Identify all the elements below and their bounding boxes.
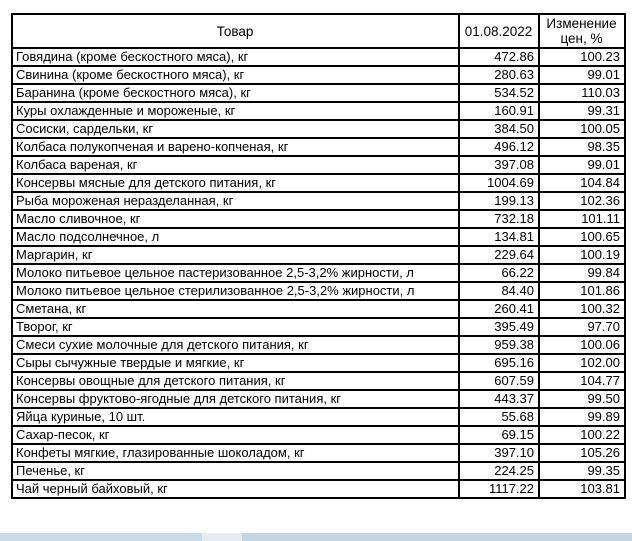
price-change-cell: 100.05 xyxy=(539,120,625,138)
price-change-cell: 104.84 xyxy=(539,174,625,192)
strip-segment xyxy=(242,533,632,541)
product-cell: Творог, кг xyxy=(12,318,459,336)
price-change-cell: 101.86 xyxy=(539,282,625,300)
table-row xyxy=(12,138,625,156)
strip-segment xyxy=(202,533,242,541)
price-cell: 732.18 xyxy=(459,210,539,228)
price-change-cell: 100.22 xyxy=(539,426,625,444)
table-row xyxy=(12,354,625,372)
table-row xyxy=(12,372,625,390)
table-row xyxy=(12,462,625,480)
product-cell: Баранина (кроме бескостного мяса), кг xyxy=(12,84,459,102)
product-cell: Сахар-песок, кг xyxy=(12,426,459,444)
product-cell: Консервы фруктово-ягодные для детского питания, кг xyxy=(12,390,459,408)
price-cell: 959.38 xyxy=(459,336,539,354)
price-change-cell: 99.35 xyxy=(539,462,625,480)
price-cell: 472.86 xyxy=(459,48,539,66)
strip-segment xyxy=(0,533,202,541)
price-change-cell: 99.01 xyxy=(539,156,625,174)
product-cell: Масло сливочное, кг xyxy=(12,210,459,228)
price-change-cell: 99.31 xyxy=(539,102,625,120)
price-cell: 55.68 xyxy=(459,408,539,426)
table-row xyxy=(12,300,625,318)
table-row xyxy=(12,426,625,444)
table-row xyxy=(12,444,625,462)
price-change-cell: 105.26 xyxy=(539,444,625,462)
price-change-cell: 98.35 xyxy=(539,138,625,156)
product-cell: Говядина (кроме бескостного мяса), кг xyxy=(12,48,459,66)
price-change-cell: 99.50 xyxy=(539,390,625,408)
price-cell: 66.22 xyxy=(459,264,539,282)
price-cell: 1117.22 xyxy=(459,480,539,498)
price-cell: 1004.69 xyxy=(459,174,539,192)
price-cell: 395.49 xyxy=(459,318,539,336)
product-cell: Консервы мясные для детского питания, кг xyxy=(12,174,459,192)
price-cell: 397.10 xyxy=(459,444,539,462)
price-cell: 69.15 xyxy=(459,426,539,444)
price-change-cell: 97.70 xyxy=(539,318,625,336)
product-cell: Молоко питьевое цельное пастеризованное 2,5-3,2% жирности, л xyxy=(12,264,459,282)
header-date: 01.08.2022 xyxy=(459,14,539,48)
product-cell: Яйца куриные, 10 шт. xyxy=(12,408,459,426)
price-cell: 199.13 xyxy=(459,192,539,210)
price-cell: 397.08 xyxy=(459,156,539,174)
price-cell: 280.63 xyxy=(459,66,539,84)
price-cell: 607.59 xyxy=(459,372,539,390)
table-row xyxy=(12,66,625,84)
product-cell: Масло подсолнечное, л xyxy=(12,228,459,246)
price-cell: 224.25 xyxy=(459,462,539,480)
table-row xyxy=(12,210,625,228)
table-row xyxy=(12,390,625,408)
price-change-cell: 103.81 xyxy=(539,480,625,498)
product-cell: Рыба мороженая неразделанная, кг xyxy=(12,192,459,210)
product-cell: Смеси сухие молочные для детского питания, кг xyxy=(12,336,459,354)
price-change-cell: 99.89 xyxy=(539,408,625,426)
product-cell: Сосиски, сардельки, кг xyxy=(12,120,459,138)
product-cell: Колбаса вареная, кг xyxy=(12,156,459,174)
table-row xyxy=(12,174,625,192)
product-cell: Колбаса полукопченая и варено-копченая, кг xyxy=(12,138,459,156)
product-cell: Молоко питьевое цельное стерилизованное 2,5-3,2% жирности, л xyxy=(12,282,459,300)
price-cell: 84.40 xyxy=(459,282,539,300)
header-price-change-line1: Изменение xyxy=(546,16,617,31)
price-change-cell: 100.65 xyxy=(539,228,625,246)
food-prices-table xyxy=(11,13,626,499)
product-cell: Сметана, кг xyxy=(12,300,459,318)
price-change-cell: 100.23 xyxy=(539,48,625,66)
table-row xyxy=(12,408,625,426)
table-row xyxy=(12,318,625,336)
product-cell: Печенье, кг xyxy=(12,462,459,480)
price-change-cell: 102.00 xyxy=(539,354,625,372)
table-row xyxy=(12,120,625,138)
price-cell: 229.64 xyxy=(459,246,539,264)
price-change-cell: 110.03 xyxy=(539,84,625,102)
product-cell: Сыры сычужные твердые и мягкие, кг xyxy=(12,354,459,372)
header-price-change-line2: цен, % xyxy=(560,31,603,46)
bottom-background-strip xyxy=(0,533,632,541)
product-cell: Чай черный байховый, кг xyxy=(12,480,459,498)
price-cell: 443.37 xyxy=(459,390,539,408)
table-row xyxy=(12,480,625,498)
price-change-cell: 102.36 xyxy=(539,192,625,210)
table-row xyxy=(12,102,625,120)
table-row xyxy=(12,336,625,354)
cut-off-title xyxy=(200,0,400,4)
price-change-cell: 100.06 xyxy=(539,336,625,354)
price-change-cell: 101.11 xyxy=(539,210,625,228)
product-cell: Маргарин, кг xyxy=(12,246,459,264)
header-product: Товар xyxy=(12,14,459,48)
price-cell: 260.41 xyxy=(459,300,539,318)
table-row xyxy=(12,282,625,300)
price-cell: 496.12 xyxy=(459,138,539,156)
table-row xyxy=(12,228,625,246)
product-cell: Консервы овощные для детского питания, кг xyxy=(12,372,459,390)
product-cell: Свинина (кроме бескостного мяса), кг xyxy=(12,66,459,84)
price-cell: 134.81 xyxy=(459,228,539,246)
price-cell: 534.52 xyxy=(459,84,539,102)
price-change-cell: 99.01 xyxy=(539,66,625,84)
product-cell: Конфеты мягкие, глазированные шоколадом, кг xyxy=(12,444,459,462)
table-row xyxy=(12,84,625,102)
table-row xyxy=(12,48,625,66)
price-change-cell: 100.19 xyxy=(539,246,625,264)
price-cell: 384.50 xyxy=(459,120,539,138)
product-cell: Куры охлажденные и мороженые, кг xyxy=(12,102,459,120)
price-cell: 695.16 xyxy=(459,354,539,372)
table-row xyxy=(12,264,625,282)
table-header-row xyxy=(12,14,625,48)
price-change-cell: 99.84 xyxy=(539,264,625,282)
table-row xyxy=(12,192,625,210)
table-row xyxy=(12,156,625,174)
price-change-cell: 104.77 xyxy=(539,372,625,390)
table-row xyxy=(12,246,625,264)
price-change-cell: 100.32 xyxy=(539,300,625,318)
header-price-change xyxy=(539,14,625,48)
price-cell: 160.91 xyxy=(459,102,539,120)
